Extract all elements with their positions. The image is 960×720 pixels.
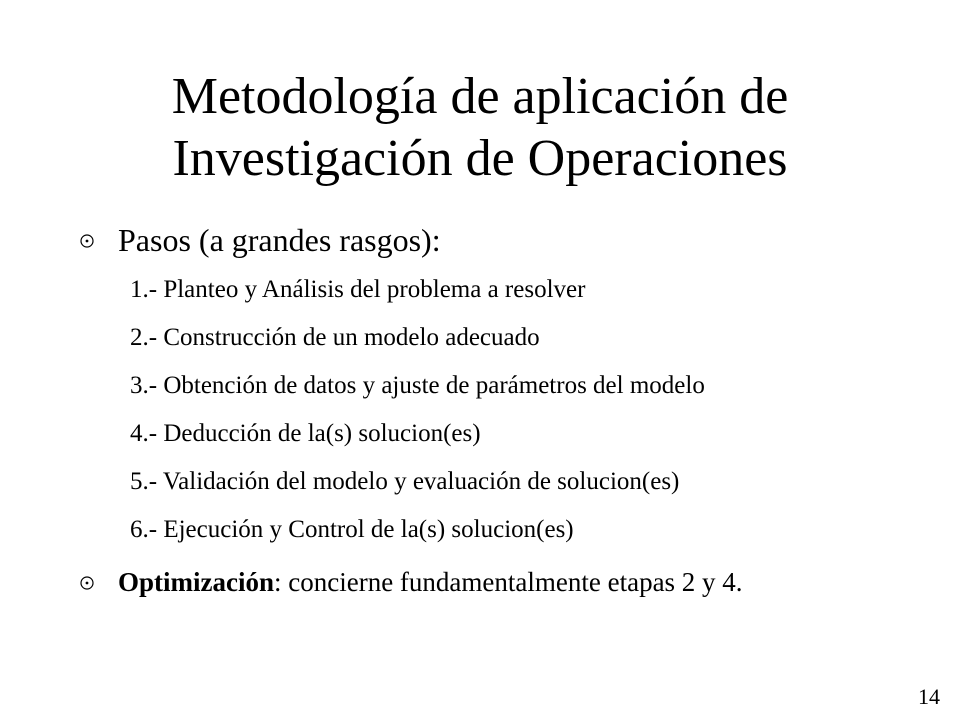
step-item-1: 1.- Planteo y Análisis del problema a resolver <box>130 276 586 303</box>
bullet-optimizacion <box>80 564 743 600</box>
circled-dot-bullet-icon <box>80 234 94 248</box>
step-item-3: 3.- Obtención de datos y ajuste de parámetros del modelo <box>130 372 705 399</box>
step-item-2: 2.- Construcción de un modelo adecuado <box>130 324 540 351</box>
slide-title-line-1: Metodología de aplicación de <box>171 68 789 125</box>
steps-list <box>130 266 705 554</box>
slide-title-line-2: Investigación de Operaciones <box>172 130 788 187</box>
bullet-pasos-text: Pasos (a grandes rasgos): <box>118 222 441 258</box>
step-item-6: 6.- Ejecución y Control de la(s) solucion(es) <box>130 516 574 543</box>
slide-title <box>0 66 960 190</box>
optimizacion-term: Optimización <box>118 567 274 597</box>
step-item-4: 4.- Deducción de la(s) solucion(es) <box>130 420 481 447</box>
optimizacion-description: : concierne fundamentalmente etapas 2 y 4. <box>274 567 743 597</box>
bullet-optimizacion-text <box>118 564 743 600</box>
bullet-pasos <box>80 220 441 260</box>
circled-dot-bullet-icon <box>80 576 94 590</box>
step-item-5: 5.- Validación del modelo y evaluación de solucion(es) <box>130 468 680 495</box>
page-number: 14 <box>918 684 940 709</box>
